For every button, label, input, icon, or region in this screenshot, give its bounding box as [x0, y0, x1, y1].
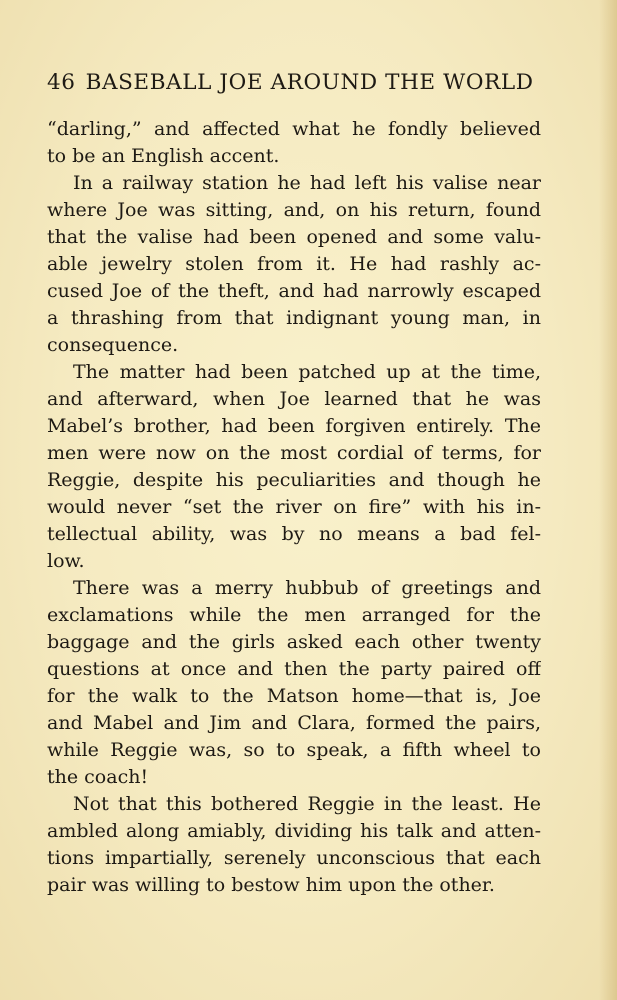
- text-line: would never “set the river on fire” with his in-: [47, 496, 541, 518]
- text-line: able jewelry stolen from it. He had rashly ac-: [47, 253, 541, 275]
- page-number: 46: [47, 70, 76, 95]
- text-line: tions impartially, serenely unconscious that each: [47, 847, 541, 869]
- text-line: and Mabel and Jim and Clara, formed the pairs,: [47, 712, 541, 734]
- text-line: to be an English accent.: [47, 145, 280, 167]
- text-line: and afterward, when Joe learned that he was: [47, 388, 541, 410]
- text-line: Not that this bothered Reggie in the least. He: [73, 793, 541, 815]
- text-line: The matter had been patched up at the time,: [73, 361, 541, 383]
- body-text: [47, 116, 541, 899]
- text-line: cused Joe of the theft, and had narrowly escaped: [47, 280, 541, 302]
- text-line: low.: [47, 550, 85, 572]
- running-title: BASEBALL JOE AROUND THE WORLD: [85, 70, 534, 95]
- text-line: In a railway station he had left his valise near: [73, 172, 541, 194]
- text-line: a thrashing from that indignant young man, in: [47, 307, 541, 329]
- text-line: where Joe was sitting, and, on his return, found: [47, 199, 541, 221]
- text-line: the coach!: [47, 766, 149, 788]
- running-header: [47, 70, 547, 100]
- text-line: ambled along amiably, dividing his talk and atten-: [47, 820, 541, 842]
- text-line: while Reggie was, so to speak, a fifth wheel to: [47, 739, 541, 761]
- text-line: baggage and the girls asked each other twenty: [47, 631, 541, 653]
- text-line: exclamations while the men arranged for the: [47, 604, 541, 626]
- text-line: Mabel’s brother, had been forgiven entirely. The: [47, 415, 541, 437]
- text-line: Reggie, despite his peculiarities and though he: [47, 469, 541, 491]
- text-line: men were now on the most cordial of terms, for: [47, 442, 541, 464]
- text-line: consequence.: [47, 334, 179, 356]
- text-line: tellectual ability, was by no means a bad fel-: [47, 523, 541, 545]
- text-line: There was a merry hubbub of greetings and: [73, 577, 541, 599]
- text-line: “darling,” and affected what he fondly believed: [47, 118, 541, 140]
- text-line: pair was willing to bestow him upon the other.: [47, 874, 495, 896]
- text-line: questions at once and then the party paired off: [47, 658, 541, 680]
- text-line: that the valise had been opened and some valu-: [47, 226, 541, 248]
- text-line: for the walk to the Matson home—that is, Joe: [47, 685, 541, 707]
